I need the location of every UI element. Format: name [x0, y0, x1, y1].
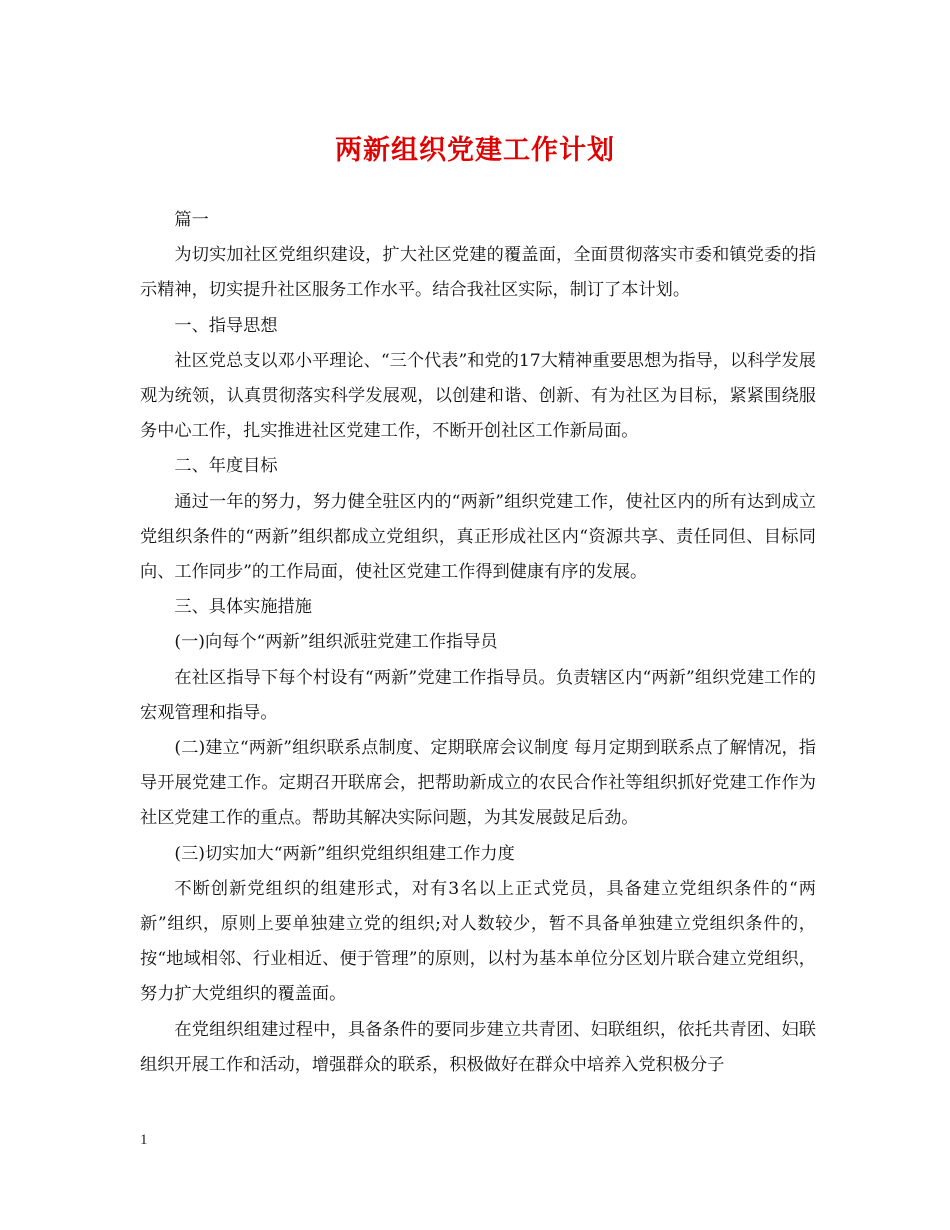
- paragraph-section-label: 篇一: [174, 210, 209, 230]
- paragraph-annual-goals: 通过一年的努力，努力健全驻区内的“两新”组织党建工作，使社区内的所有达到成立党组织条件的“两新”组织都成立党组织，真正形成社区内“资源共享、责任同但、目标同向、工作同步”的工作局面，使社区党建工作得到健康有序的发展。: [140, 491, 816, 583]
- subheading-measure-1: (一)向每个“两新”组织派驻党建工作指导员: [174, 632, 498, 653]
- paragraph-guiding-ideology: 社区党总支以邓小平理论、“三个代表”和党的17大精神重要思想为指导，以科学发展观为统领，认真贯彻落实科学发展观，以创建和谐、创新、有为社区为目标，紧紧围绕服务中心工作，扎实推进社区党建工作，不断开创社区工作新局面。: [140, 350, 816, 442]
- page-number: 1: [140, 1132, 148, 1148]
- document-body: [140, 203, 816, 1083]
- paragraph-measure-2: (二)建立“两新”组织联系点制度、定期联席会议制度 每月定期到联系点了解情况，指导开展党建工作。定期召开联席会，把帮助新成立的农民合作社等组织抓好党建工作作为社区党建工作的重点。帮助其解决实际问题，为其发展鼓足后劲。: [140, 738, 816, 829]
- paragraph-intro: 为切实加社区党组织建设，扩大社区党建的覆盖面，全面贯彻落实市委和镇党委的指示精神，切实提升社区服务工作水平。结合我社区实际，制订了本计划。: [140, 245, 816, 301]
- subheading-measure-3: (三)切实加大“两新”组织党组织组建工作力度: [174, 843, 515, 864]
- heading-measures: 三、具体实施措施: [174, 597, 312, 618]
- paragraph-measure-3-cont: 在党组织组建过程中，具备条件的要同步建立共青团、妇联组织，依托共青团、妇联组织开展工作和活动，增强群众的联系，积极做好在群众中培养入党积极分子: [140, 1019, 816, 1075]
- heading-guiding-ideology: 一、指导思想: [174, 315, 278, 336]
- document-title: 两新组织党建工作计划: [335, 135, 615, 166]
- paragraph-measure-3: 不断创新党组织的组建形式，对有3名以上正式党员，具备建立党组织条件的“两新”组织，原则上要单独建立党的组织;对人数较少，暂不具备单独建立党组织条件的，按“地域相邻、行业相近、便于管理”的原则，以村为基本单位分区划片联合建立党组织，努力扩大党组织的覆盖面。: [140, 878, 816, 1005]
- paragraph-measure-1: 在社区指导下每个村设有“两新”党建工作指导员。负责辖区内“两新”组织党建工作的宏观管理和指导。: [140, 667, 816, 723]
- heading-annual-goals: 二、年度目标: [174, 456, 278, 477]
